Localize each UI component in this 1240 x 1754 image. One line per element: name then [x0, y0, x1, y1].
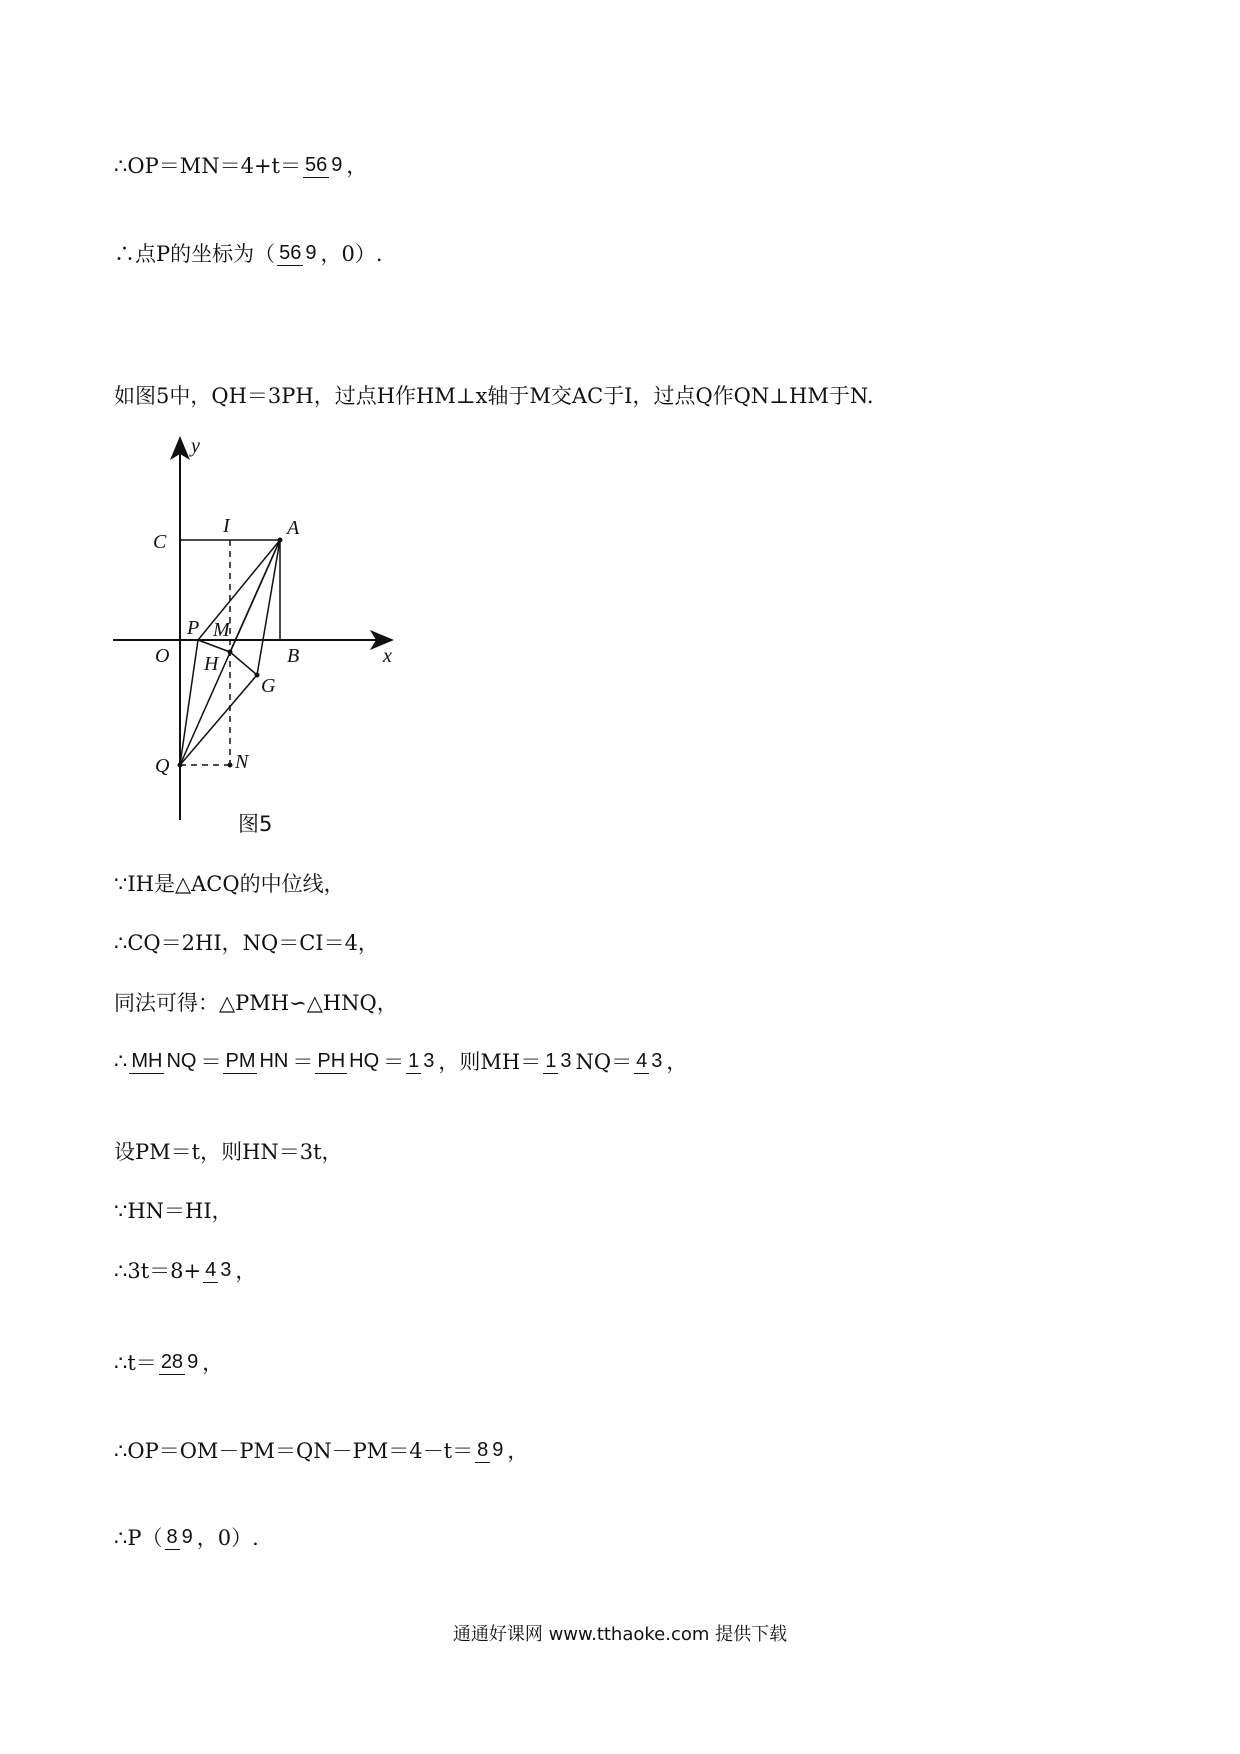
solution-line-13: ∴P（ 8 9 ，0）.: [114, 1525, 259, 1550]
solution-line-10: ∴3t＝8+ 4 3 ，: [114, 1258, 257, 1283]
fraction: MH NQ: [131, 1049, 197, 1072]
label-B: B: [287, 645, 300, 667]
fraction: 4 3: [205, 1258, 232, 1281]
point-A: [278, 538, 283, 543]
fraction: PM HN: [225, 1049, 289, 1072]
label-M: M: [213, 619, 230, 641]
segment-PH: [198, 640, 230, 652]
solution-line-5: ∴CQ＝2HI，NQ＝CI＝4，: [114, 931, 379, 955]
fraction: PH HQ: [317, 1049, 380, 1072]
label-I: I: [223, 515, 230, 537]
solution-line-7: ∴ MH NQ ＝ PM HN ＝ PH HQ ＝ 1 3 ，则MH＝ 1 3 NQ＝ 4 3 ，: [114, 1049, 688, 1074]
fraction: 4 3: [636, 1049, 663, 1072]
fraction: 8 9: [477, 1438, 504, 1461]
label-P: P: [187, 617, 200, 639]
segment-AP: [198, 540, 280, 640]
point-H: [228, 650, 233, 655]
segment-AG: [257, 540, 280, 675]
fraction: 1 3: [408, 1049, 435, 1072]
label-y: y: [191, 435, 200, 457]
label-C: C: [153, 531, 167, 553]
line-text: ∴OP＝MN＝4+t＝: [114, 154, 301, 178]
point-G: [255, 673, 260, 678]
solution-line-1: ∴OP＝MN＝4+t＝ 56 9 ，: [114, 150, 367, 180]
geometry-figure: [105, 430, 415, 825]
fraction: 56 9: [279, 241, 317, 264]
label-G: G: [261, 675, 276, 697]
solution-line-3: 如图5中，QH＝3PH，过点H作HM⊥x轴于M交AC于I，过点Q作QN⊥HM于N.: [114, 384, 874, 408]
fraction: 8 9: [166, 1525, 193, 1548]
label-x: x: [383, 645, 392, 667]
solution-line-8: 设PM＝t，则HN＝3t，: [114, 1140, 343, 1164]
solution-line-4: ∵IH是△ACQ的中位线，: [114, 872, 345, 896]
label-O: O: [155, 645, 170, 667]
solution-line-11: ∴t＝ 28 9 ，: [114, 1350, 224, 1375]
segment-AH: [230, 540, 280, 652]
line-text: ∴点P的坐标为（: [114, 242, 276, 266]
solution-line-12: ∴OP＝OM－PM＝QN－PM＝4－t＝ 8 9 ，: [114, 1438, 529, 1463]
label-A: A: [287, 517, 300, 539]
fraction: 28 9: [160, 1350, 199, 1373]
fraction: 56 9: [304, 153, 343, 176]
solution-line-9: ∵HN＝HI，: [114, 1199, 233, 1223]
label-H: H: [204, 653, 219, 675]
figure-caption: 图5: [238, 812, 273, 836]
point-Q: [178, 763, 183, 768]
page-footer: 通通好课网 www.tthaoke.com 提供下载: [452, 1624, 788, 1645]
segment-HG: [230, 652, 257, 675]
label-N: N: [235, 751, 249, 773]
solution-line-6: 同法可得：△PMH∽△HNQ，: [114, 991, 398, 1015]
fraction: 1 3: [545, 1049, 572, 1072]
label-Q: Q: [155, 755, 170, 777]
solution-line-2: ∴点P的坐标为（ 56 9 ，0）.: [114, 238, 383, 268]
point-N: [228, 763, 233, 768]
figure-svg: [105, 430, 415, 825]
